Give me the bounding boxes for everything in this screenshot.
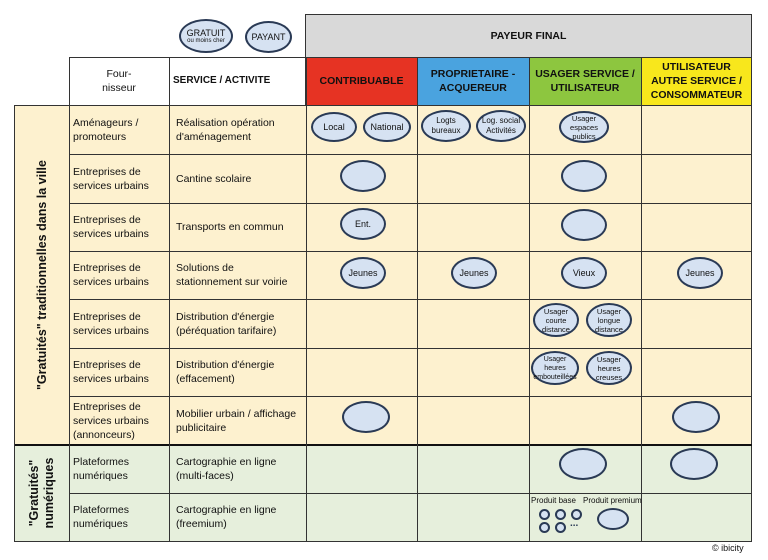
oval-ent [340,208,386,240]
oval-ent-label: Ent. [354,219,371,229]
contribuable-header [306,57,417,105]
oval-jeunes-proprietaire [451,257,497,289]
dot-base-2 [555,509,566,520]
oval-local [311,112,357,142]
row-service: Réalisation opération d'aménagement [176,116,275,143]
legend-gratuit-label: GRATUIT [186,27,226,38]
grid-vline [529,57,530,542]
grid-hline [69,299,752,300]
proprietaire-header [417,57,529,105]
dot-base-4 [539,522,550,533]
oval-transport-usager [561,209,607,241]
oval-jeunes-utilisateur-label: Jeunes [685,268,715,278]
oval-heures-embouteillees [531,351,579,385]
grid-vline [306,57,307,542]
row-provider: Entreprises de services urbains (annonceurs) [73,400,149,441]
oval-multifaces-usager [559,448,607,480]
produit-premium-label: Produit premium [583,496,642,505]
row-service: Cartographie en ligne (freemium) [176,504,277,530]
row-provider: Entreprises de services urbains [73,214,149,240]
group-numeriques-label: "Gratuités" numériques [26,457,56,529]
usager-header [529,57,641,105]
oval-logts-bureaux [421,110,471,142]
oval-jeunes-proprietaire-label: Jeunes [459,268,489,278]
group-numeriques [14,445,69,541]
oval-jeunes-utilisateur [677,257,723,289]
oval-mobilier-utilisateur [672,401,720,433]
grid-vline [169,57,170,542]
oval-courte-distance [533,303,579,337]
row-provider: Plateformes numériques [73,504,130,530]
oval-logts-bureaux-label: Logts bureaux [431,116,461,135]
credit: © ibicity [712,543,744,553]
contribuable-label: CONTRIBUABLE [319,75,404,87]
oval-vieux-label: Vieux [572,268,596,278]
grid-vline [417,57,418,542]
row-provider: Entreprises de services urbains [73,310,149,337]
dot-base-5 [555,522,566,533]
oval-log-social [476,110,526,142]
row-provider: Aménageurs / promoteurs [73,116,139,143]
grid-hline [69,396,752,397]
row-provider: Entreprises de services urbains [73,262,149,288]
oval-log-social-label: Log. social Activités [481,116,521,135]
service-label: SERVICE / ACTIVITE [173,75,271,86]
oval-premium [597,508,629,530]
legend-gratuit-oval [179,19,233,53]
oval-national-label: National [370,122,404,132]
utilisateur-label: UTILISATEUR AUTRE SERVICE / CONSOMMATEUR [650,61,743,101]
row-service: Mobilier urbain / affichage publicitaire [176,407,297,434]
payeur-final-label: PAYEUR FINAL [490,30,567,42]
legend-gratuit-sublabel: ou moins cher [187,37,225,44]
oval-heures-embouteillees-label: Usager heures embouteillées [533,355,577,381]
grid-vline [641,57,642,542]
oval-jeunes-contribuable [340,257,386,289]
oval-local-label: Local [323,122,345,132]
oval-multifaces-utilisateur [670,448,718,480]
payeur-final-header [305,15,752,57]
oval-jeunes-contribuable-label: Jeunes [348,268,378,278]
row-provider: Entreprises de services urbains [73,359,149,385]
legend-payant-label: PAYANT [251,32,286,42]
grid-hline [14,105,69,106]
row-service: Cantine scolaire [176,172,252,185]
grid-hline [69,154,752,155]
usager-label: USAGER SERVICE / UTILISATEUR [535,68,635,94]
oval-mobilier-contribuable [342,401,390,433]
row-service: Distribution d'énergie (péréquation tarifaire) [176,310,277,337]
service-header [169,57,306,105]
oval-usager-espaces-label: Usager espaces publics [570,113,598,141]
proprietaire-label: PROPRIETAIRE - ACQUEREUR [430,68,516,94]
grid-hline [305,14,752,15]
row-provider: Entreprises de services urbains [73,165,149,192]
oval-longue-distance [586,303,632,337]
oval-vieux [561,257,607,289]
grid-hline [69,493,752,494]
oval-cantine-contribuable [340,160,386,192]
group-traditionnelles-label: "Gratuités" traditionnelles dans la ville [34,160,49,390]
row-service: Solutions de stationnement sur voirie [176,262,288,288]
dot-base-1 [539,509,550,520]
grid-hline [69,105,752,106]
fournisseur-header [69,57,169,105]
oval-heures-creuses-label: Usager heures creuses [595,354,623,382]
oval-longue-distance-label: Usager longue distance [595,306,623,334]
row-provider: Plateformes numériques [73,456,130,482]
grid-hline [69,203,752,204]
group-traditionnelles [14,105,69,445]
fournisseur-label: Four- nisseur [102,68,136,94]
oval-usager-espaces [559,111,609,143]
produit-base-label: Produit base [531,496,576,505]
grid-hline [69,251,752,252]
grid-vline [69,57,70,542]
grid-hline [69,57,752,58]
row-service: Cartographie en ligne (multi-faces) [176,456,277,482]
oval-courte-distance-label: Usager courte distance [542,306,570,334]
oval-cantine-usager [561,160,607,192]
oval-national [363,112,411,142]
dots-ellipsis: ... [570,518,579,529]
row-service: Transports en commun [176,221,284,233]
grid-hline [69,348,752,349]
legend-payant-oval [245,21,292,53]
grid-vline [14,105,15,542]
row-service: Distribution d'énergie (effacement) [176,359,275,385]
oval-heures-creuses [586,351,632,385]
utilisateur-header [641,57,752,105]
grid-vline [751,14,752,542]
